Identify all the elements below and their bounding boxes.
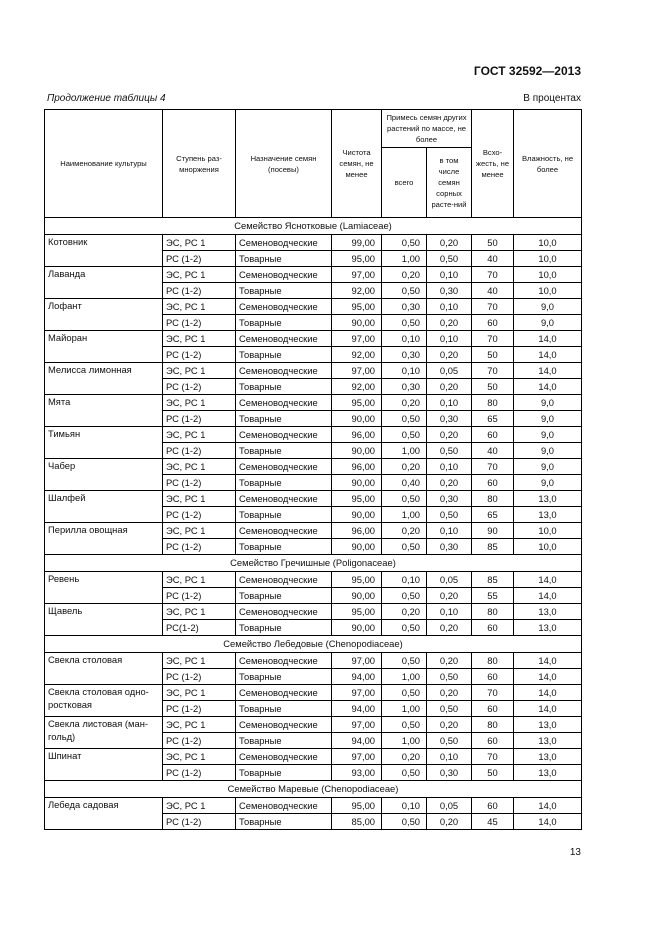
- total-admixture-cell: 0,50: [382, 685, 427, 701]
- purity-cell: 90,00: [332, 443, 382, 459]
- purpose-cell: Семеноводческие: [236, 331, 332, 347]
- purpose-cell: Семеноводческие: [236, 491, 332, 507]
- culture-name: Мята: [45, 395, 163, 427]
- weed-seeds-cell: 0,30: [427, 765, 472, 781]
- weed-seeds-cell: 0,20: [427, 427, 472, 443]
- total-admixture-cell: 1,00: [382, 507, 427, 523]
- purity-cell: 96,00: [332, 427, 382, 443]
- table-row: [45, 798, 582, 814]
- header-moisture: Влажность, не более: [514, 110, 582, 218]
- moisture-cell: 10,0: [514, 539, 582, 555]
- moisture-cell: 9,0: [514, 443, 582, 459]
- purity-cell: 92,00: [332, 379, 382, 395]
- purpose-cell: Товарные: [236, 347, 332, 363]
- culture-name: Мелисса лимонная: [45, 363, 163, 395]
- total-admixture-cell: 0,10: [382, 572, 427, 588]
- moisture-cell: 10,0: [514, 283, 582, 299]
- moisture-cell: 13,0: [514, 749, 582, 765]
- stage-cell: РС (1-2): [163, 315, 236, 331]
- family-header: Семейство Маревые (Chenopodiaceae): [45, 781, 582, 798]
- total-admixture-cell: 1,00: [382, 733, 427, 749]
- purity-cell: 97,00: [332, 717, 382, 733]
- purpose-cell: Товарные: [236, 283, 332, 299]
- purity-cell: 90,00: [332, 507, 382, 523]
- purpose-cell: Семеноводческие: [236, 798, 332, 814]
- table-row: [45, 427, 582, 443]
- weed-seeds-cell: 0,10: [427, 267, 472, 283]
- moisture-cell: 13,0: [514, 620, 582, 636]
- weed-seeds-cell: 0,05: [427, 798, 472, 814]
- total-admixture-cell: 0,50: [382, 717, 427, 733]
- stage-cell: ЭС, РС 1: [163, 523, 236, 539]
- purity-cell: 95,00: [332, 572, 382, 588]
- stage-cell: ЭС, РС 1: [163, 235, 236, 251]
- purpose-cell: Товарные: [236, 620, 332, 636]
- purpose-cell: Семеноводческие: [236, 363, 332, 379]
- stage-cell: РС (1-2): [163, 411, 236, 427]
- purity-cell: 92,00: [332, 283, 382, 299]
- total-admixture-cell: 0,20: [382, 523, 427, 539]
- moisture-cell: 9,0: [514, 411, 582, 427]
- culture-name: Шалфей: [45, 491, 163, 523]
- moisture-cell: 9,0: [514, 427, 582, 443]
- germination-cell: 60: [472, 733, 514, 749]
- total-admixture-cell: 0,30: [382, 299, 427, 315]
- purity-cell: 92,00: [332, 347, 382, 363]
- stage-cell: ЭС, РС 1: [163, 395, 236, 411]
- purity-cell: 90,00: [332, 315, 382, 331]
- purity-cell: 97,00: [332, 331, 382, 347]
- header-purity: Чистота семян, не менее: [332, 110, 382, 218]
- germination-cell: 40: [472, 283, 514, 299]
- culture-name: Лофант: [45, 299, 163, 331]
- weed-seeds-cell: 0,30: [427, 539, 472, 555]
- weed-seeds-cell: 0,20: [427, 588, 472, 604]
- stage-cell: РС (1-2): [163, 379, 236, 395]
- table-row: [45, 235, 582, 251]
- total-admixture-cell: 0,30: [382, 379, 427, 395]
- purpose-cell: Семеноводческие: [236, 267, 332, 283]
- header-germination: Всхо-жесть, не менее: [472, 110, 514, 218]
- stage-cell: ЭС, РС 1: [163, 653, 236, 669]
- moisture-cell: 13,0: [514, 491, 582, 507]
- total-admixture-cell: 0,20: [382, 395, 427, 411]
- purpose-cell: Товарные: [236, 733, 332, 749]
- stage-cell: ЭС, РС 1: [163, 299, 236, 315]
- purpose-cell: Семеноводческие: [236, 523, 332, 539]
- stage-cell: РС (1-2): [163, 443, 236, 459]
- weed-seeds-cell: 0,50: [427, 701, 472, 717]
- table-row: [45, 395, 582, 411]
- purity-cell: 97,00: [332, 685, 382, 701]
- purpose-cell: Семеноводческие: [236, 604, 332, 620]
- stage-cell: ЭС, РС 1: [163, 491, 236, 507]
- purpose-cell: Семеноводческие: [236, 685, 332, 701]
- table-row: [45, 604, 582, 620]
- purity-cell: 90,00: [332, 588, 382, 604]
- germination-cell: 70: [472, 331, 514, 347]
- moisture-cell: 14,0: [514, 363, 582, 379]
- purity-cell: 99,00: [332, 235, 382, 251]
- weed-seeds-cell: 0,10: [427, 331, 472, 347]
- weed-seeds-cell: 0,30: [427, 411, 472, 427]
- germination-cell: 85: [472, 539, 514, 555]
- header-stage: Ступень раз-мноржения: [163, 110, 236, 218]
- total-admixture-cell: 0,20: [382, 749, 427, 765]
- moisture-cell: 9,0: [514, 315, 582, 331]
- germination-cell: 60: [472, 475, 514, 491]
- germination-cell: 60: [472, 620, 514, 636]
- stage-cell: ЭС, РС 1: [163, 267, 236, 283]
- total-admixture-cell: 0,50: [382, 411, 427, 427]
- germination-cell: 80: [472, 717, 514, 733]
- table-row: [45, 653, 582, 669]
- header-purpose: Назначение семян (посевы): [236, 110, 332, 218]
- stage-cell: РС (1-2): [163, 701, 236, 717]
- weed-seeds-cell: 0,50: [427, 443, 472, 459]
- purity-cell: 97,00: [332, 363, 382, 379]
- moisture-cell: 10,0: [514, 235, 582, 251]
- germination-cell: 60: [472, 701, 514, 717]
- purpose-cell: Товарные: [236, 379, 332, 395]
- stage-cell: РС (1-2): [163, 765, 236, 781]
- table-row: [45, 749, 582, 765]
- germination-cell: 65: [472, 411, 514, 427]
- moisture-cell: 14,0: [514, 701, 582, 717]
- total-admixture-cell: 0,50: [382, 315, 427, 331]
- total-admixture-cell: 1,00: [382, 251, 427, 267]
- moisture-cell: 13,0: [514, 604, 582, 620]
- purity-cell: 97,00: [332, 653, 382, 669]
- family-header: Семейство Лебедовые (Chenopodiaceae): [45, 636, 582, 653]
- weed-seeds-cell: 0,20: [427, 685, 472, 701]
- germination-cell: 70: [472, 459, 514, 475]
- purity-cell: 95,00: [332, 604, 382, 620]
- weed-seeds-cell: 0,20: [427, 315, 472, 331]
- purpose-cell: Товарные: [236, 588, 332, 604]
- weed-seeds-cell: 0,10: [427, 604, 472, 620]
- purpose-cell: Товарные: [236, 411, 332, 427]
- stage-cell: ЭС, РС 1: [163, 798, 236, 814]
- purpose-cell: Семеноводческие: [236, 749, 332, 765]
- purity-cell: 90,00: [332, 475, 382, 491]
- total-admixture-cell: 0,50: [382, 235, 427, 251]
- purity-cell: 95,00: [332, 395, 382, 411]
- germination-cell: 70: [472, 749, 514, 765]
- moisture-cell: 14,0: [514, 669, 582, 685]
- germination-cell: 40: [472, 251, 514, 267]
- table-row: [45, 523, 582, 539]
- weed-seeds-cell: 0,10: [427, 299, 472, 315]
- moisture-cell: 9,0: [514, 299, 582, 315]
- stage-cell: РС (1-2): [163, 669, 236, 685]
- total-admixture-cell: 0,20: [382, 604, 427, 620]
- germination-cell: 60: [472, 669, 514, 685]
- purpose-cell: Семеноводческие: [236, 459, 332, 475]
- germination-cell: 70: [472, 363, 514, 379]
- weed-seeds-cell: 0,20: [427, 717, 472, 733]
- culture-name: Лаванда: [45, 267, 163, 299]
- purity-cell: 94,00: [332, 701, 382, 717]
- moisture-cell: 9,0: [514, 459, 582, 475]
- weed-seeds-cell: 0,20: [427, 235, 472, 251]
- weed-seeds-cell: 0,50: [427, 507, 472, 523]
- header-culture: Наименование культуры: [45, 110, 163, 218]
- stage-cell: ЭС, РС 1: [163, 363, 236, 379]
- purity-cell: 96,00: [332, 523, 382, 539]
- total-admixture-cell: 0,20: [382, 459, 427, 475]
- culture-name: Ревень: [45, 572, 163, 604]
- purity-cell: 94,00: [332, 669, 382, 685]
- purity-cell: 96,00: [332, 459, 382, 475]
- purpose-cell: Семеноводческие: [236, 717, 332, 733]
- total-admixture-cell: 0,20: [382, 267, 427, 283]
- stage-cell: ЭС, РС 1: [163, 685, 236, 701]
- purpose-cell: Семеноводческие: [236, 299, 332, 315]
- culture-name: Свекла листовая (ман-гольд): [45, 717, 163, 749]
- total-admixture-cell: 0,50: [382, 539, 427, 555]
- stage-cell: ЭС, РС 1: [163, 717, 236, 733]
- weed-seeds-cell: 0,20: [427, 620, 472, 636]
- purity-cell: 90,00: [332, 620, 382, 636]
- purpose-cell: Товарные: [236, 669, 332, 685]
- table-row: [45, 331, 582, 347]
- weed-seeds-cell: 0,20: [427, 347, 472, 363]
- table-row: [45, 572, 582, 588]
- germination-cell: 80: [472, 491, 514, 507]
- moisture-cell: 10,0: [514, 251, 582, 267]
- header-total: всего: [382, 148, 427, 218]
- units-note: В процентах: [523, 93, 581, 104]
- culture-name: Шпинат: [45, 749, 163, 781]
- table-row: [45, 299, 582, 315]
- total-admixture-cell: 1,00: [382, 443, 427, 459]
- purpose-cell: Товарные: [236, 814, 332, 830]
- weed-seeds-cell: 0,50: [427, 669, 472, 685]
- table-continuation-caption: Продолжение таблицы 4: [47, 93, 166, 104]
- germination-cell: 80: [472, 604, 514, 620]
- weed-seeds-cell: 0,50: [427, 251, 472, 267]
- moisture-cell: 14,0: [514, 653, 582, 669]
- germination-cell: 45: [472, 814, 514, 830]
- purpose-cell: Товарные: [236, 701, 332, 717]
- culture-name: Перилла овощная: [45, 523, 163, 555]
- total-admixture-cell: 0,10: [382, 331, 427, 347]
- culture-name: Свекла столовая: [45, 653, 163, 685]
- stage-cell: РС (1-2): [163, 347, 236, 363]
- moisture-cell: 14,0: [514, 798, 582, 814]
- purity-cell: 94,00: [332, 733, 382, 749]
- germination-cell: 80: [472, 395, 514, 411]
- germination-cell: 50: [472, 379, 514, 395]
- purpose-cell: Товарные: [236, 765, 332, 781]
- stage-cell: РС (1-2): [163, 283, 236, 299]
- header-weeds: в том числе семян сорных расте-ний: [427, 148, 472, 218]
- germination-cell: 70: [472, 299, 514, 315]
- total-admixture-cell: 1,00: [382, 701, 427, 717]
- moisture-cell: 14,0: [514, 572, 582, 588]
- table-row: [45, 491, 582, 507]
- purity-cell: 97,00: [332, 267, 382, 283]
- purity-cell: 97,00: [332, 749, 382, 765]
- purity-cell: 85,00: [332, 814, 382, 830]
- page-number: 13: [569, 847, 581, 858]
- moisture-cell: 14,0: [514, 331, 582, 347]
- weed-seeds-cell: 0,20: [427, 475, 472, 491]
- germination-cell: 40: [472, 443, 514, 459]
- table-row: [45, 459, 582, 475]
- table-row: [45, 717, 582, 733]
- germination-cell: 60: [472, 798, 514, 814]
- family-header: Семейство Яснотковые (Lamiaceae): [45, 218, 582, 235]
- germination-cell: 60: [472, 427, 514, 443]
- purity-cell: 93,00: [332, 765, 382, 781]
- total-admixture-cell: 0,40: [382, 475, 427, 491]
- purity-cell: 95,00: [332, 798, 382, 814]
- weed-seeds-cell: 0,05: [427, 572, 472, 588]
- purpose-cell: Семеноводческие: [236, 395, 332, 411]
- moisture-cell: 14,0: [514, 588, 582, 604]
- weed-seeds-cell: 0,10: [427, 749, 472, 765]
- moisture-cell: 14,0: [514, 685, 582, 701]
- weed-seeds-cell: 0,10: [427, 395, 472, 411]
- stage-cell: РС (1-2): [163, 814, 236, 830]
- moisture-cell: 9,0: [514, 395, 582, 411]
- stage-cell: РС (1-2): [163, 539, 236, 555]
- culture-name: Щавель: [45, 604, 163, 636]
- total-admixture-cell: 0,10: [382, 363, 427, 379]
- weed-seeds-cell: 0,10: [427, 459, 472, 475]
- purpose-cell: Товарные: [236, 315, 332, 331]
- culture-name: Котовник: [45, 235, 163, 267]
- culture-name: Чабер: [45, 459, 163, 491]
- total-admixture-cell: 0,50: [382, 283, 427, 299]
- total-admixture-cell: 0,10: [382, 798, 427, 814]
- culture-name: Тимьян: [45, 427, 163, 459]
- germination-cell: 80: [472, 653, 514, 669]
- purpose-cell: Товарные: [236, 443, 332, 459]
- moisture-cell: 9,0: [514, 475, 582, 491]
- purity-cell: 90,00: [332, 411, 382, 427]
- weed-seeds-cell: 0,05: [427, 363, 472, 379]
- weed-seeds-cell: 0,10: [427, 523, 472, 539]
- germination-cell: 50: [472, 765, 514, 781]
- total-admixture-cell: 1,00: [382, 669, 427, 685]
- stage-cell: ЭС, РС 1: [163, 572, 236, 588]
- germination-cell: 50: [472, 235, 514, 251]
- header-admixture: Примесь семян других растений по массе, не более: [382, 110, 472, 148]
- culture-name: Лебеда садовая: [45, 798, 163, 830]
- germination-cell: 70: [472, 685, 514, 701]
- germination-cell: 60: [472, 315, 514, 331]
- stage-cell: ЭС, РС 1: [163, 459, 236, 475]
- weed-seeds-cell: 0,30: [427, 283, 472, 299]
- moisture-cell: 10,0: [514, 523, 582, 539]
- total-admixture-cell: 0,50: [382, 814, 427, 830]
- stage-cell: РС (1-2): [163, 475, 236, 491]
- culture-name: Свекла столовая одно-ростковая: [45, 685, 163, 717]
- total-admixture-cell: 0,30: [382, 347, 427, 363]
- moisture-cell: 13,0: [514, 507, 582, 523]
- germination-cell: 85: [472, 572, 514, 588]
- stage-cell: РС (1-2): [163, 507, 236, 523]
- total-admixture-cell: 0,50: [382, 427, 427, 443]
- moisture-cell: 10,0: [514, 267, 582, 283]
- weed-seeds-cell: 0,20: [427, 379, 472, 395]
- germination-cell: 50: [472, 347, 514, 363]
- family-header: Семейство Гречишные (Poligonaceae): [45, 555, 582, 572]
- germination-cell: 55: [472, 588, 514, 604]
- weed-seeds-cell: 0,50: [427, 733, 472, 749]
- purpose-cell: Товарные: [236, 475, 332, 491]
- purpose-cell: Семеноводческие: [236, 235, 332, 251]
- stage-cell: ЭС, РС 1: [163, 604, 236, 620]
- weed-seeds-cell: 0,20: [427, 814, 472, 830]
- stage-cell: РС (1-2): [163, 588, 236, 604]
- stage-cell: РС(1-2): [163, 620, 236, 636]
- germination-cell: 65: [472, 507, 514, 523]
- purity-cell: 95,00: [332, 491, 382, 507]
- culture-name: Майоран: [45, 331, 163, 363]
- purpose-cell: Семеноводческие: [236, 653, 332, 669]
- total-admixture-cell: 0,50: [382, 588, 427, 604]
- purpose-cell: Товарные: [236, 507, 332, 523]
- total-admixture-cell: 0,50: [382, 765, 427, 781]
- purity-cell: 90,00: [332, 539, 382, 555]
- moisture-cell: 14,0: [514, 347, 582, 363]
- stage-cell: ЭС, РС 1: [163, 331, 236, 347]
- stage-cell: ЭС, РС 1: [163, 427, 236, 443]
- stage-cell: РС (1-2): [163, 733, 236, 749]
- total-admixture-cell: 0,50: [382, 653, 427, 669]
- moisture-cell: 13,0: [514, 717, 582, 733]
- moisture-cell: 13,0: [514, 733, 582, 749]
- seed-quality-table: [44, 109, 582, 830]
- purpose-cell: Товарные: [236, 251, 332, 267]
- germination-cell: 70: [472, 267, 514, 283]
- total-admixture-cell: 0,50: [382, 491, 427, 507]
- moisture-cell: 14,0: [514, 814, 582, 830]
- purity-cell: 95,00: [332, 251, 382, 267]
- weed-seeds-cell: 0,20: [427, 653, 472, 669]
- table-row: [45, 267, 582, 283]
- purpose-cell: Семеноводческие: [236, 572, 332, 588]
- purity-cell: 95,00: [332, 299, 382, 315]
- purpose-cell: Семеноводческие: [236, 427, 332, 443]
- total-admixture-cell: 0,50: [382, 620, 427, 636]
- table-row: [45, 685, 582, 701]
- purpose-cell: Товарные: [236, 539, 332, 555]
- standard-number: ГОСТ 32592—2013: [473, 64, 581, 78]
- moisture-cell: 14,0: [514, 379, 582, 395]
- weed-seeds-cell: 0,30: [427, 491, 472, 507]
- moisture-cell: 13,0: [514, 765, 582, 781]
- stage-cell: РС (1-2): [163, 251, 236, 267]
- stage-cell: ЭС, РС 1: [163, 749, 236, 765]
- table-row: [45, 363, 582, 379]
- germination-cell: 90: [472, 523, 514, 539]
